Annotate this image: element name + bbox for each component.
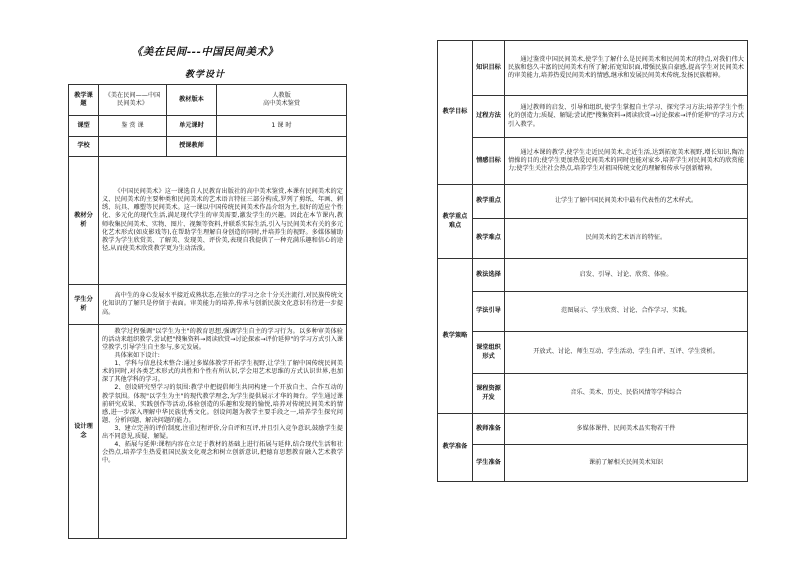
teacher-value (217, 137, 347, 157)
strategy-row (438, 374, 748, 414)
school-row (69, 137, 347, 157)
key-item-text: 让学生了解中国民间美术中最有代表性的艺术样式。 (505, 185, 748, 219)
school-label: 学校 (69, 137, 99, 157)
design-label: 设计理念 (69, 325, 99, 539)
strategy-item-text: 音乐、美术、历史、民俗风情等学科综合 (505, 374, 748, 414)
hours-value: 1 课 时 (217, 116, 347, 137)
strategy-row (438, 292, 748, 332)
strategy-item-text: 启发、引导、讨论、欣赏、体验。 (505, 259, 748, 292)
strategy-row (438, 259, 748, 292)
design-paragraph: 3、建立完善的评价制度,注重过程评价,分自评和互评,并且引入竞争意识,鼓励学生提出不同意见,质疑、解疑。 (102, 424, 343, 440)
key-item-label: 教学难点 (473, 219, 505, 259)
key-item-label: 教学重点 (473, 185, 505, 219)
goals-label: 教学目标 (438, 41, 473, 185)
design-text (99, 325, 347, 539)
strategy-item-label: 教法选择 (473, 259, 505, 292)
edition-label: 教材版本 (167, 85, 217, 116)
strategy-item-label: 课堂组织形式 (473, 332, 505, 374)
design-paragraph: 1、学科与信息技术整合:通过多媒体教学开拓学生视野,让学生了解中国传统民间美术的同时,对各类艺术形式的共性和个性有所认识,学会用艺术思维的方式认识世界,也加深了其他学科的学习。 (102, 360, 343, 384)
prep-row (438, 445, 748, 482)
goal-label: 情感目标 (473, 138, 505, 185)
textbook-text: 《中国民间美术》这一课选自人民教育出版社的高中美术鉴赏,本课有民间美术的定义、民间美术的主要种类和民间美术的艺术语言特征三部分构成,罗列了剪纸、年画、刺绣、玩具、雕塑等民间美术。这一课以中国传统民间美术作品介绍为主,很好的适应个性化、多元化的现代生活,满足现代学生的审美需要,激发学生的兴趣。因此在本节课内,教师收集民间美术、实物、图片、视频等资料,并联系实际生活,引入与民间美术有关的多元化艺术形式(如皮影戏等),在帮助学生理解自身创造的同时,并培养生的视野。多媒体辅助教学为学生欣赏美、了解美、发现美、评价美,表现自我提供了一种充满乐趣和信心的途径,从而使美术欣赏教学更为生动活泼。 (99, 157, 347, 285)
key-row (438, 185, 748, 219)
students-label: 学生分析 (69, 285, 99, 325)
school-value (99, 137, 167, 157)
strategy-row (438, 332, 748, 374)
textbook-label: 教材分析 (69, 157, 99, 285)
teacher-label: 授课教师 (167, 137, 217, 157)
strategy-item-label: 课程资源开发 (473, 374, 505, 414)
prep-item-text: 多媒体课件、民间美术品实物若干件 (505, 414, 748, 445)
goal-row (438, 96, 748, 138)
edition-value: 人教版 高中美术鉴赏 (217, 85, 347, 116)
design-paragraph: 具体案如下设计: (114, 352, 160, 360)
design-paragraph: 2、创设研究型学习的氛围:教学中把提倡师生共同构建一个开放自主、合作互动的教学氛围。体现"以学生为主"的现代教学理念,为学生提供展示才华的舞台。学生通过课前研究成果、实践创作等活动,体验创造的乐趣和发现的愉悦,培养对传统民间美术的情感,进一步深入理解中华民族优秀文化。创设问题为教学主要手段之一,培养学生探究问题、分析问题、解决问题的能力。 (102, 384, 343, 424)
goal-row (438, 41, 748, 96)
prep-row (438, 414, 748, 445)
right-plan-table (437, 40, 748, 482)
topic-label: 教学课题 (69, 85, 99, 116)
type-row (69, 116, 347, 137)
design-paragraph: 4、拓展与延伸:课程内容在立足于教材的基础上进行拓展与延伸,结合现代生活和社会热点,培养学生热爱祖国民族文化观念和树立创新意识,把德育思想教育融入艺术教学中。 (102, 440, 343, 464)
goal-label: 知识目标 (473, 41, 505, 96)
hours-label: 单元课时 (167, 116, 217, 137)
students-text: 高中生的身心发展水平接近成熟状态,在独立的学习之余十分关注流行,对民族传统文化知识的了解只是停留于表面。审美能力的培养,传承与创新民族文化意识有待进一步提高。 (99, 285, 347, 325)
textbook-row (69, 157, 347, 285)
left-plan-table (68, 84, 347, 539)
goal-row (438, 138, 748, 185)
design-row (69, 325, 347, 539)
prep-item-text: 课前了解相关民间美术知识 (505, 445, 748, 482)
type-value: 鉴 赏 课 (99, 116, 167, 137)
prep-label: 教学准备 (438, 414, 473, 482)
key-row (438, 219, 748, 259)
key-label: 教学重点难点 (438, 185, 473, 259)
goal-text: 通过鉴赏中国民间美术,使学生了解什么是民间美术和民间美术的特点,对我们伟大民族和悠久丰富的民间美术有所了解;拓宽知识面,增强民族自豪感,提高学生对民间美术的审美能力,培养热爱民间美术的情感,继承和发展民间美术传统,发扬民族精神。 (505, 41, 748, 96)
key-item-text: 民间美术的艺术语言的特征。 (505, 219, 748, 259)
strategy-item-label: 学法引导 (473, 292, 505, 332)
goal-text: 通过本课的教学,使学生走近民间美术,走近生活,达到拓宽美术视野,增长知识,陶冶情操的目的;使学生更加热爱民间美术的同时也能对家乡,培养学生对民间美术的欣赏能力;使学生关注社会热点,培养学生对祖国传统文化的理解和传承与创新精神。 (505, 138, 748, 185)
prep-item-label: 教师准备 (473, 414, 505, 445)
strategy-label: 教学策略 (438, 259, 473, 414)
strategy-item-text: 开放式、讨论、师生互动、学生活动、学生自评、互评、学生赏析。 (505, 332, 748, 374)
goal-text: 通过教师的启发、引导和组织,使学生掌握自主学习、探究学习方法;培养学生个性化的创造力;质疑、解疑;尝试把"搜集资料→阅读欣赏→讨论探索→评价延伸"的学习方式引入教学。 (505, 96, 748, 138)
design-paragraph: 教学过程强调"以学生为主"的教育思想,强调学生自主的学习行为。以多种审美体验的活动来组织教学,尝试把"搜集资料→阅读欣赏→讨论探索→评价延伸"的学习方式引入课堂教学,引导学生自主参与,多元发展。 (102, 328, 343, 352)
students-row (69, 285, 347, 325)
goal-label: 过程方法 (473, 96, 505, 138)
prep-item-label: 学生准备 (473, 445, 505, 482)
topic-row (69, 85, 347, 116)
document-subtitle: 教学设计 (184, 70, 225, 80)
type-label: 课型 (69, 116, 99, 137)
document-title: 《美在民间---中国民间美术》 (131, 46, 279, 58)
topic-value: 《美在民间——中国民间美术》 (99, 85, 167, 116)
strategy-item-text: 范图展示、学生欣赏、讨论、合作学习、实践。 (505, 292, 748, 332)
